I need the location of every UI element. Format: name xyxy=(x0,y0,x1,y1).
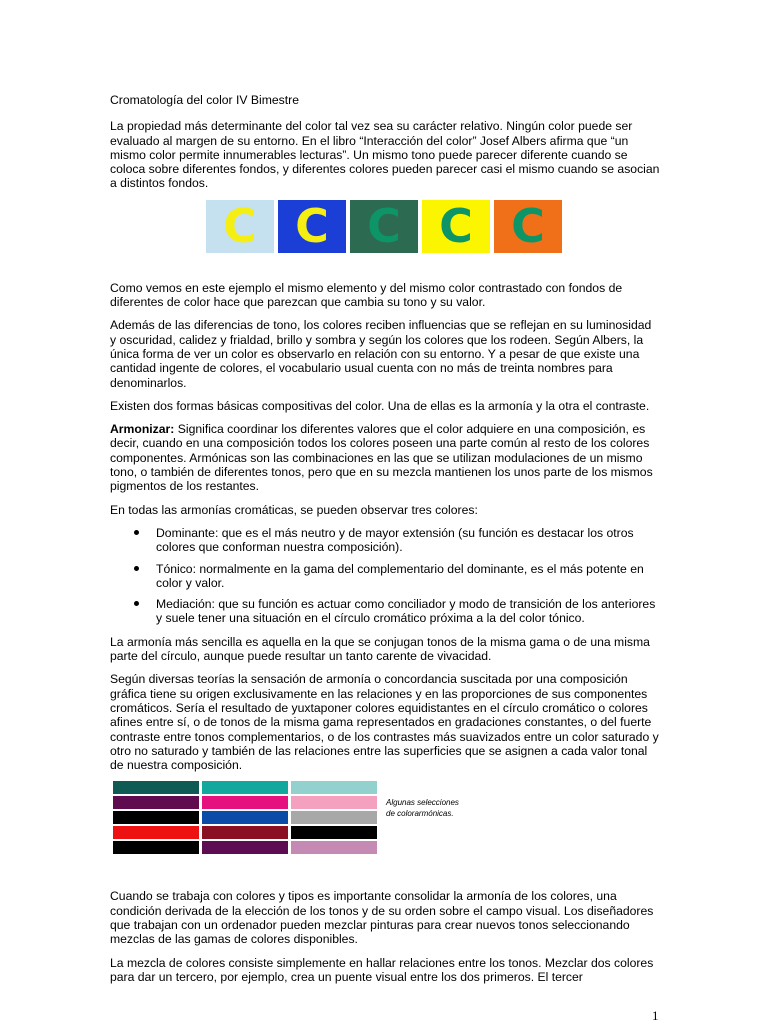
page-number: 1 xyxy=(652,1008,659,1023)
harmony-color-grid xyxy=(113,781,377,854)
color-swatch xyxy=(494,200,562,253)
color-swatch xyxy=(350,200,418,253)
bullet-item: Dominante: que es el más neutro y de mayor extensión (su función es destacar los otros colores que conforman nuestra composición). xyxy=(110,526,660,555)
harmony-color-bar xyxy=(113,781,199,794)
paragraph-differences: Además de las diferencias de tono, los colores reciben influencias que se reflejan en su luminosidad y oscuridad, calidez y frialdad, brillo y sombra y según los colores que los rodeen. Según Albers, la única forma de ver un color es observarlo en relación con su entorno. Y a pesar de que existe una cantidad ingente de colores, el vocabulario usual cuenta con no más de treinta nombres para denominarlos. xyxy=(110,318,652,390)
document-page xyxy=(110,93,660,993)
harmony-color-bar xyxy=(291,841,377,854)
swatch-letter: C xyxy=(439,199,473,254)
harmony-color-bar xyxy=(202,826,288,839)
harmony-color-bar xyxy=(113,841,199,854)
harmony-caption-line: de colorarmónicas. xyxy=(386,809,454,819)
color-swatch xyxy=(422,200,490,253)
swatch-letter: C xyxy=(367,199,401,254)
paragraph-three-colors: En todas las armonías cromáticas, se pueden observar tres colores: xyxy=(110,502,478,517)
harmony-color-bar xyxy=(202,796,288,809)
harmony-color-bar xyxy=(291,796,377,809)
color-swatch xyxy=(278,200,346,253)
document-title: Cromatología del color IV Bimestre xyxy=(110,93,299,107)
harmony-color-bar xyxy=(291,781,377,794)
swatch-letter: C xyxy=(511,199,545,254)
harmony-color-bar xyxy=(291,826,377,839)
harmony-caption xyxy=(386,797,459,819)
color-swatch-row xyxy=(206,200,660,253)
paragraph-example: Como vemos en este ejemplo el mismo elemento y del mismo color contrastado con fondos de diferentes de color hace que parezcan que cambia su tono y su valor. xyxy=(110,280,623,310)
swatch-letter: C xyxy=(295,199,329,254)
bullet-list xyxy=(110,526,660,626)
harmony-color-bar xyxy=(202,781,288,794)
paragraph-simple: La armonía más sencilla es aquella en la que se conjugan tonos de la misma gama o de una misma parte del círculo, aunque puede resultar un tanto carente de vivacidad. xyxy=(110,634,650,664)
harmony-color-bar xyxy=(202,841,288,854)
swatch-letter: C xyxy=(223,199,257,254)
bullet-item: Tónico: normalmente en la gama del complementario del dominante, es el más potente en color y valor. xyxy=(110,562,660,591)
harmony-color-bar xyxy=(291,811,377,824)
bullet-item: Mediación: que su función es actuar como conciliador y modo de transición de los anteriores y suele tener una situación en el círculo cromático próxima a la del color tónico. xyxy=(110,597,660,626)
harmony-color-bar xyxy=(202,811,288,824)
color-swatch xyxy=(206,200,274,253)
paragraph-forms: Existen dos formas básicas compositivas del color. Una de ellas es la armonía y la otra el contraste. xyxy=(110,398,650,413)
paragraph-mixing: La mezcla de colores consiste simplemente en hallar relaciones entre los tonos. Mezclar dos colores para dar un tercero, por ejemplo, crea un puente visual entre los dos primeros. El tercer xyxy=(110,955,654,984)
paragraph-armonizar xyxy=(110,422,660,493)
harmony-figure xyxy=(110,781,660,873)
armonizar-term: Armonizar: xyxy=(110,422,175,437)
harmony-color-bar xyxy=(113,811,199,824)
harmony-caption-line: Algunas selecciones xyxy=(386,798,459,808)
paragraph-theories: Según diversas teorías la sensación de armonía o concordancia suscitada por una composición gráfica tiene su origen exclusivamente en las relaciones y en las proporciones de sus componentes cromáticos. Sería el resultado de yuxtaponer colores equidistantes en el círculo cromático o colores afines entre sí, o de tonos de la misma gama representados en gradaciones constantes, o del fuerte contraste entre tonos complementarios, o de los contrastes más suavizados entre un color saturado y otro no saturado y también de las relaciones entre las superficies que se asignen a cada valor tonal de nuestra composición. xyxy=(110,672,659,773)
harmony-color-bar xyxy=(113,826,199,839)
paragraph-working: Cuando se trabaja con colores y tipos es importante consolidar la armonía de los colores, una condición derivada de la elección de los tonos y de su orden sobre el campo visual. Los diseñadores que trabajan con un ordenador pueden mezclar pinturas para crear nuevos tonos seleccionando mezclas de las gamas de colores disponibles. xyxy=(110,889,654,947)
paragraph-intro: La propiedad más determinante del color tal vez sea su carácter relativo. Ningún color puede ser evaluado al margen de su entorno. En el libro “Interacción del color” Josef Albers afirma que “un mismo color permite innumerables lecturas”. Un mismo tono puede parecer diferente cuando se coloca sobre diferentes fondos, y diferentes colores pueden parecer casi el mismo cuando se asocian a distintos fondos. xyxy=(110,119,660,191)
harmony-color-bar xyxy=(113,796,199,809)
armonizar-text: Significa coordinar los diferentes valores que el color adquiere en una composición, es decir, cuando en una composición todos los colores poseen una parte común al resto de los colores componentes. Armónicas son las combinaciones en las que se utilizan modulaciones de un mismo tono, o también de diferentes tonos, pero que en su mezcla mantienen los unos parte de los mismos pigmentos de los restantes. xyxy=(110,422,653,494)
